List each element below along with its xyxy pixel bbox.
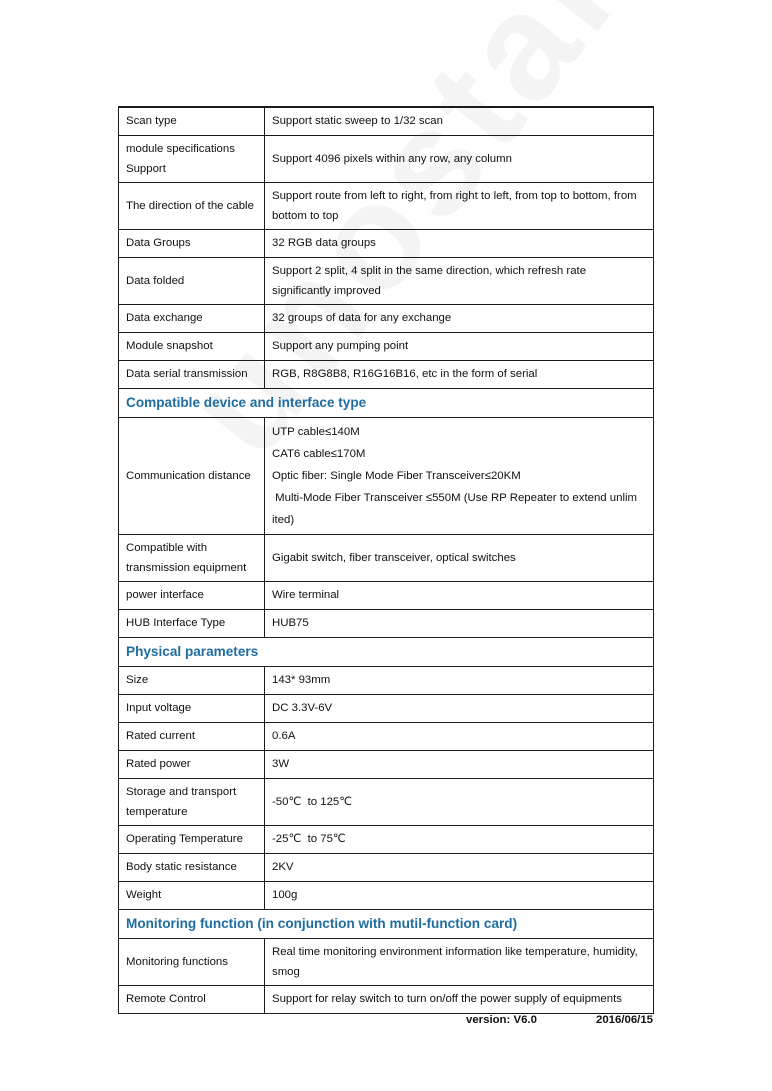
row-value: Real time monitoring environment information like temperature, humidity, smog — [265, 938, 654, 985]
table-row — [119, 666, 654, 694]
section-header-row — [119, 909, 654, 938]
row-value: RGB, R8G8B8, R16G16B16, etc in the form of serial — [265, 360, 654, 388]
section-header-row — [119, 388, 654, 417]
row-label: Size — [119, 666, 265, 694]
row-label: Monitoring functions — [119, 938, 265, 985]
table-row — [119, 609, 654, 637]
table-row — [119, 938, 654, 985]
row-value: Support for relay switch to turn on/off the power supply of equipments — [265, 985, 654, 1013]
row-label: Module snapshot — [119, 332, 265, 360]
table-row — [119, 360, 654, 388]
table-row — [119, 332, 654, 360]
row-label: Operating Temperature — [119, 825, 265, 853]
row-label: Rated power — [119, 750, 265, 778]
row-label: Data Groups — [119, 229, 265, 257]
table-row — [119, 722, 654, 750]
row-label: HUB Interface Type — [119, 609, 265, 637]
row-label: Compatible with transmission equipment — [119, 534, 265, 581]
row-label: Input voltage — [119, 694, 265, 722]
table-row — [119, 778, 654, 825]
row-label: Storage and transport temperature — [119, 778, 265, 825]
row-label: Remote Control — [119, 985, 265, 1013]
table-row — [119, 229, 654, 257]
row-label: The direction of the cable — [119, 182, 265, 229]
row-value: -50℃ to 125℃ — [265, 778, 654, 825]
section-title-monitoring: Monitoring function (in conjunction with mutil-function card) — [119, 909, 654, 938]
row-value: 143* 93mm — [265, 666, 654, 694]
table-row — [119, 304, 654, 332]
row-value: HUB75 — [265, 609, 654, 637]
row-value: Support 2 split, 4 split in the same direction, which refresh rate significantly improved — [265, 257, 654, 304]
row-value: Gigabit switch, fiber transceiver, optical switches — [265, 534, 654, 581]
row-label: Data exchange — [119, 304, 265, 332]
footer-version: version: V6.0 — [466, 1014, 537, 1026]
row-value: DC 3.3V-6V — [265, 694, 654, 722]
table-row — [119, 825, 654, 853]
row-label: Scan type — [119, 107, 265, 135]
table-row — [119, 135, 654, 182]
table-row — [119, 182, 654, 229]
table-row — [119, 581, 654, 609]
table-row — [119, 107, 654, 135]
row-value: Wire terminal — [265, 581, 654, 609]
spec-table — [118, 106, 654, 1014]
section-title-physical: Physical parameters — [119, 637, 654, 666]
row-value: 100g — [265, 881, 654, 909]
table-row — [119, 853, 654, 881]
row-value: 3W — [265, 750, 654, 778]
row-label: Data serial transmission — [119, 360, 265, 388]
row-label: Weight — [119, 881, 265, 909]
table-row — [119, 694, 654, 722]
row-value: 32 groups of data for any exchange — [265, 304, 654, 332]
row-label: Data folded — [119, 257, 265, 304]
row-value: Support 4096 pixels within any row, any column — [265, 135, 654, 182]
row-value: -25℃ to 75℃ — [265, 825, 654, 853]
row-label: Body static resistance — [119, 853, 265, 881]
table-row — [119, 750, 654, 778]
table-row — [119, 534, 654, 581]
row-value: UTP cable≤140M CAT6 cable≤170M Optic fiber: Single Mode Fiber Transceiver≤20KM Multi-Mode Fiber Transceiver ≤550M (Use RP Repeater to extend unlim ited) — [265, 417, 654, 534]
row-value: 0.6A — [265, 722, 654, 750]
row-label: module specifications Support — [119, 135, 265, 182]
footer-date: 2016/06/15 — [596, 1014, 654, 1026]
row-value: 2KV — [265, 853, 654, 881]
row-label: Communication distance — [119, 417, 265, 534]
row-value: Support static sweep to 1/32 scan — [265, 107, 654, 135]
row-value: Support any pumping point — [265, 332, 654, 360]
row-value: 32 RGB data groups — [265, 229, 654, 257]
table-row — [119, 881, 654, 909]
row-label: power interface — [119, 581, 265, 609]
section-title-compatible: Compatible device and interface type — [119, 388, 654, 417]
section-header-row — [119, 637, 654, 666]
table-row — [119, 985, 654, 1013]
row-label: Rated current — [119, 722, 265, 750]
row-value: Support route from left to right, from right to left, from top to bottom, from bottom to top — [265, 182, 654, 229]
table-row — [119, 257, 654, 304]
table-row — [119, 417, 654, 534]
